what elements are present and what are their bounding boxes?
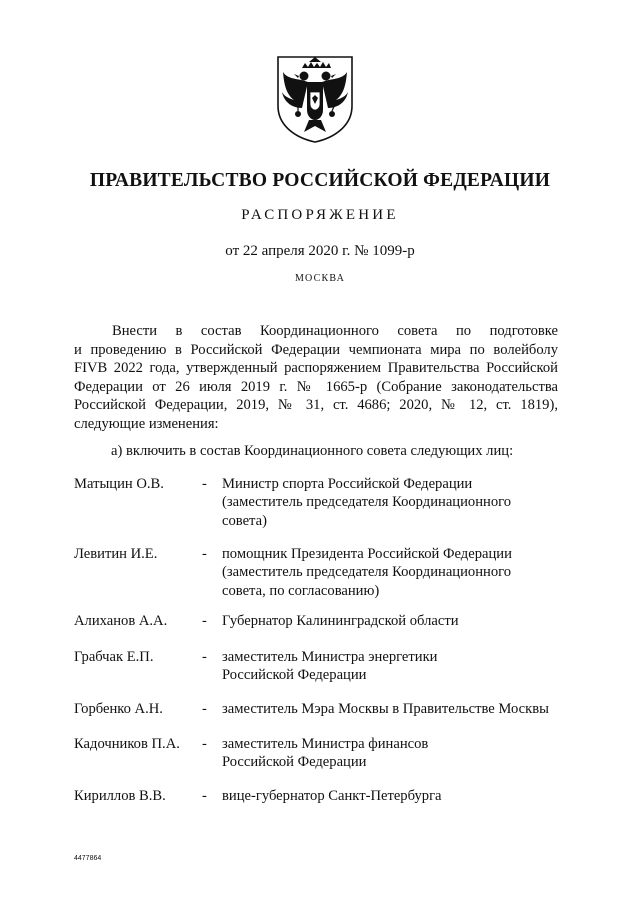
body-line: Внести в состав Координационного совета по подготовке bbox=[112, 323, 558, 339]
member-role-line: заместитель Министра энергетики bbox=[222, 649, 438, 665]
member-dash: - bbox=[202, 649, 207, 665]
member-role-line: совета) bbox=[222, 512, 267, 529]
member-role bbox=[222, 787, 582, 805]
body-line: Российской Федерации, 2019, № 31, ст. 4686; 2020, № 12, ст. 1819), bbox=[74, 397, 558, 414]
member-role bbox=[222, 545, 582, 600]
document-city: МОСКВА bbox=[294, 273, 346, 284]
member-role bbox=[222, 735, 582, 772]
member-dash: - bbox=[202, 546, 207, 562]
document-date-number: от 22 апреля 2020 г. № 1099-р bbox=[225, 243, 415, 259]
member-name: Алиханов А.А. bbox=[74, 613, 168, 629]
member-role-line: Российской Федерации bbox=[222, 667, 367, 684]
body-line: FIVB 2022 года, утвержденный распоряжением Правительства Российской bbox=[74, 360, 558, 377]
member-role bbox=[222, 475, 582, 530]
document-code: 4477864 bbox=[74, 855, 102, 862]
coat-of-arms-icon bbox=[274, 54, 356, 144]
subclause-a: а) включить в состав Координационного совета следующих лиц: bbox=[111, 443, 514, 459]
member-dash: - bbox=[202, 736, 207, 752]
member-role bbox=[222, 648, 582, 685]
member-dash: - bbox=[202, 701, 207, 717]
member-role-line: заместитель Мэра Москвы в Правительстве Москвы bbox=[222, 701, 549, 717]
member-role-line: помощник Президента Российской Федерации bbox=[222, 546, 512, 562]
document-type: РАСПОРЯЖЕНИЕ bbox=[241, 207, 399, 223]
member-role-line: (заместитель председателя Координационного bbox=[222, 494, 512, 511]
member-name: Кадочников П.А. bbox=[74, 736, 180, 752]
member-role-line: (заместитель председателя Координационного bbox=[222, 564, 512, 581]
member-dash: - bbox=[202, 613, 207, 629]
member-role bbox=[222, 700, 582, 718]
member-role-line: Губернатор Калининградской области bbox=[222, 613, 459, 629]
member-name: Левитин И.Е. bbox=[74, 546, 158, 562]
member-role-line: заместитель Министра финансов bbox=[222, 736, 429, 752]
member-name: Горбенко А.Н. bbox=[74, 701, 163, 717]
member-dash: - bbox=[202, 476, 207, 492]
member-role-line: совета, по согласованию) bbox=[222, 582, 380, 599]
body-line: Федерации от 26 июля 2019 г. № 1665-р (Собрание законодательства bbox=[74, 378, 558, 395]
member-role-line: Российской Федерации bbox=[222, 754, 367, 771]
member-role-line: вице-губернатор Санкт-Петербурга bbox=[222, 788, 442, 804]
body-line: и проведению в Российской Федерации чемпионата мира по волейболу bbox=[74, 341, 558, 358]
member-name: Матыцин О.В. bbox=[74, 476, 164, 492]
member-role-line: Министр спорта Российской Федерации bbox=[222, 476, 473, 492]
member-name: Кириллов В.В. bbox=[74, 788, 166, 804]
body-paragraph bbox=[74, 322, 558, 434]
government-title: ПРАВИТЕЛЬСТВО РОССИЙСКОЙ ФЕДЕРАЦИИ bbox=[89, 170, 551, 191]
member-role bbox=[222, 612, 582, 630]
member-name: Грабчак Е.П. bbox=[74, 649, 154, 665]
member-dash: - bbox=[202, 788, 207, 804]
body-line: следующие изменения: bbox=[74, 415, 219, 432]
